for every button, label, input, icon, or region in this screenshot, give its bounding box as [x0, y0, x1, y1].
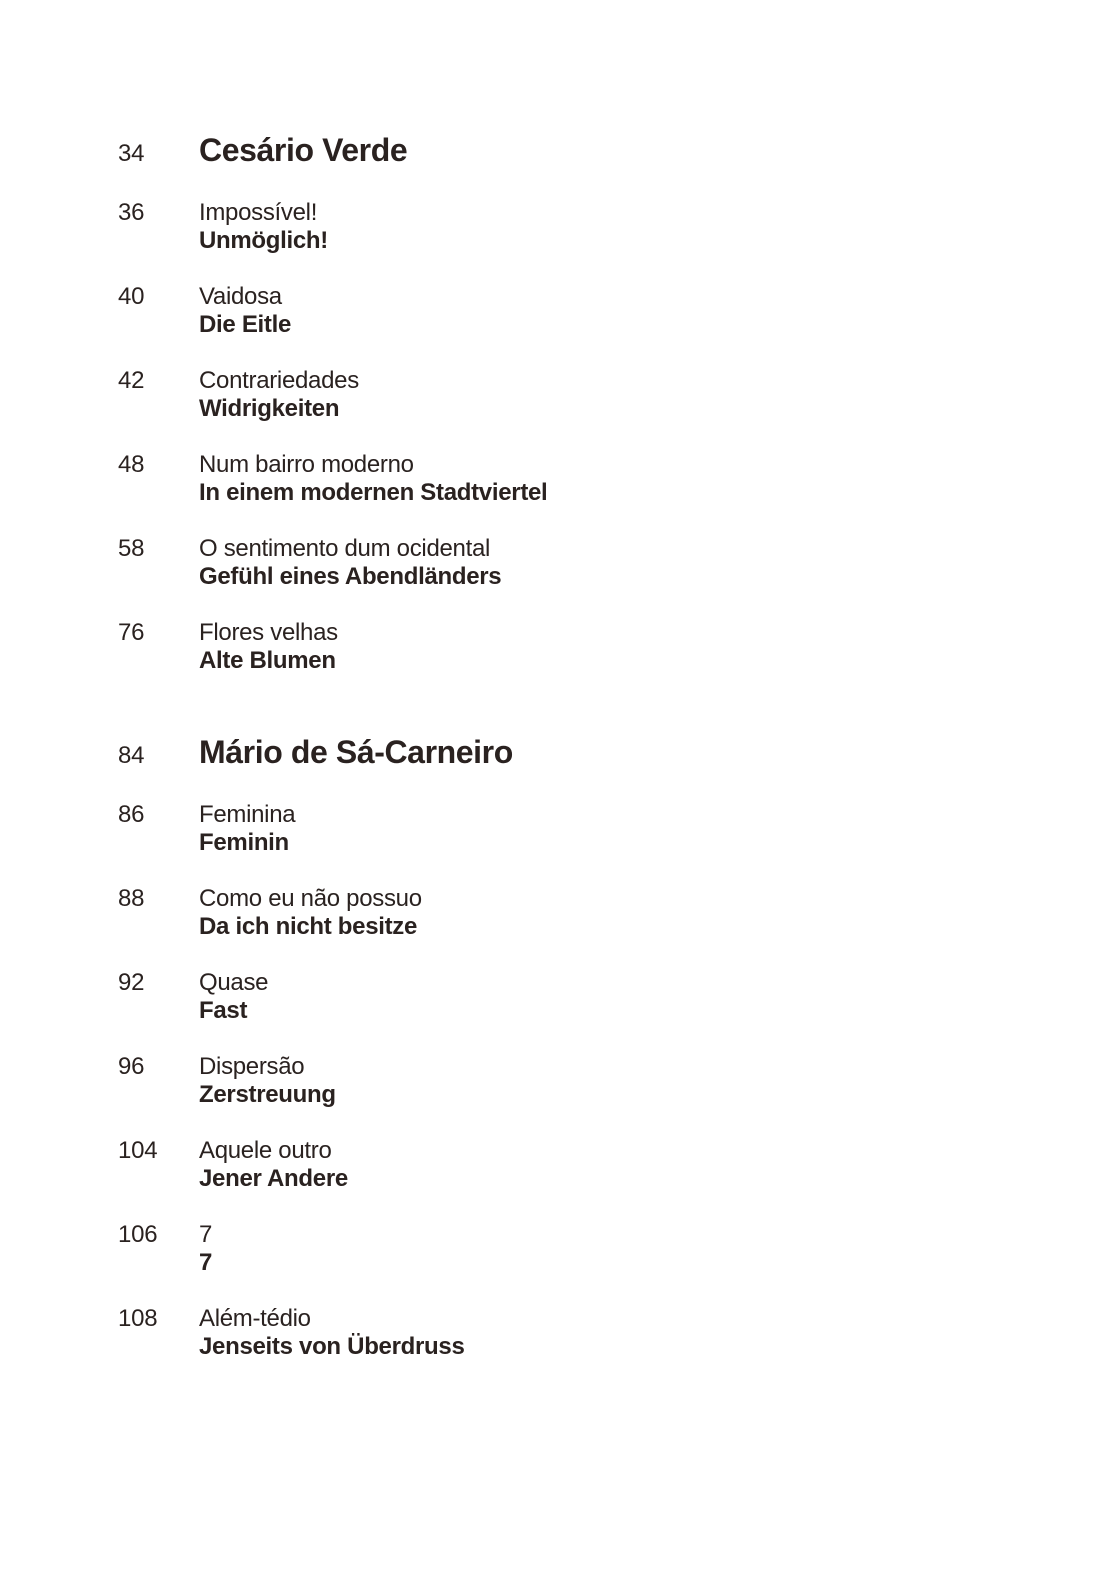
entry-title-portuguese: Vaidosa	[199, 283, 282, 310]
entry-titles	[199, 367, 359, 423]
entry-title-german: Alte Blumen	[199, 647, 336, 674]
entry-title-portuguese: Dispersão	[199, 1053, 305, 1080]
entry-title-portuguese: Flores velhas	[199, 619, 338, 646]
section-page-number: 34	[118, 140, 145, 167]
toc-entry	[118, 801, 1047, 857]
toc-entry	[118, 885, 1047, 941]
entry-titles	[199, 619, 338, 675]
toc-entry	[118, 1137, 1047, 1193]
entry-page-number: 92	[118, 969, 145, 996]
entry-page-number: 42	[118, 367, 145, 394]
section-page-number: 84	[118, 742, 145, 769]
entry-page-number: 96	[118, 1053, 145, 1080]
entry-title-german: Jenseits von Überdruss	[199, 1333, 465, 1360]
entry-title-german: Widrigkeiten	[199, 395, 340, 422]
entry-titles	[199, 1053, 336, 1109]
entry-page-number: 40	[118, 283, 145, 310]
section-heading-row	[118, 130, 1047, 170]
entry-title-german: 7	[199, 1249, 213, 1276]
toc-entry	[118, 535, 1047, 591]
entry-page-number: 76	[118, 619, 145, 646]
entry-title-portuguese: 7	[199, 1221, 213, 1248]
entry-page-number: 88	[118, 885, 145, 912]
entry-titles	[199, 535, 501, 591]
entry-page-number: 58	[118, 535, 145, 562]
entry-title-german: Zerstreuung	[199, 1081, 336, 1108]
entry-titles	[199, 451, 547, 507]
toc-entry	[118, 199, 1047, 255]
toc-entry	[118, 1305, 1047, 1361]
entry-title-portuguese: Quase	[199, 969, 269, 996]
toc-section-cesario-verde	[118, 130, 1047, 675]
entry-title-portuguese: Além-tédio	[199, 1305, 311, 1332]
toc-entry	[118, 619, 1047, 675]
entry-page-number: 86	[118, 801, 145, 828]
entry-page-number: 106	[118, 1221, 158, 1248]
entry-title-portuguese: O sentimento dum ocidental	[199, 535, 491, 562]
entry-title-portuguese: Impossível!	[199, 199, 318, 226]
entry-titles	[199, 1137, 348, 1193]
toc-section-mario-de-sa-carneiro	[118, 732, 1047, 1361]
entry-title-portuguese: Aquele outro	[199, 1137, 332, 1164]
toc-entry	[118, 1053, 1047, 1109]
entry-title-portuguese: Contrariedades	[199, 367, 359, 394]
entry-title-german: Fast	[199, 997, 248, 1024]
toc-entry	[118, 1221, 1047, 1277]
entry-page-number: 108	[118, 1305, 158, 1332]
entry-title-german: In einem modernen Stadtviertel	[199, 479, 548, 506]
section-heading-author: Cesário Verde	[199, 132, 408, 168]
section-heading-row	[118, 732, 1047, 772]
entry-titles	[199, 801, 295, 857]
toc-entry	[118, 283, 1047, 339]
entry-titles	[199, 969, 268, 1025]
entry-title-german: Unmöglich!	[199, 227, 328, 254]
entry-titles	[199, 1221, 212, 1277]
entry-title-german: Feminin	[199, 829, 289, 856]
entry-titles	[199, 885, 422, 941]
toc-entry	[118, 969, 1047, 1025]
toc-entry	[118, 451, 1047, 507]
entry-titles	[199, 283, 291, 339]
section-heading-author: Mário de Sá-Carneiro	[199, 734, 513, 770]
entry-title-portuguese: Num bairro moderno	[199, 451, 414, 478]
entry-title-german: Da ich nicht besitze	[199, 913, 418, 940]
entry-title-german: Die Eitle	[199, 311, 291, 338]
entry-page-number: 36	[118, 199, 145, 226]
entry-page-number: 48	[118, 451, 145, 478]
entry-page-number: 104	[118, 1137, 158, 1164]
entry-titles	[199, 199, 328, 255]
entry-title-portuguese: Como eu não possuo	[199, 885, 422, 912]
entry-title-portuguese: Feminina	[199, 801, 296, 828]
toc-entry	[118, 367, 1047, 423]
entry-titles	[199, 1305, 465, 1361]
entry-title-german: Gefühl eines Abendländers	[199, 563, 502, 590]
entry-title-german: Jener Andere	[199, 1165, 348, 1192]
